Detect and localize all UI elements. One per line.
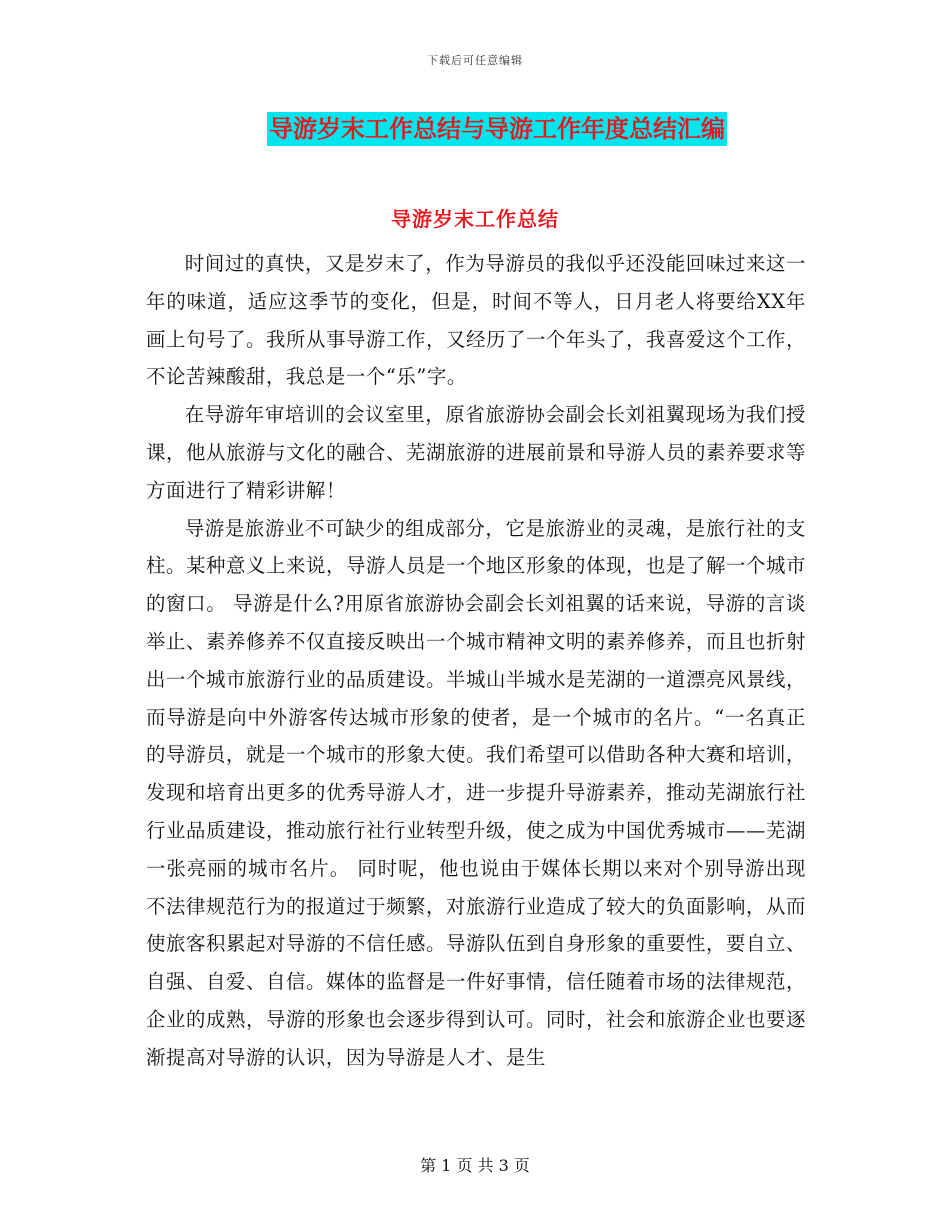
paragraph-2: 在导游年审培训的会议室里，原省旅游协会副会长刘祖翼现场为我们授课，他从旅游与文化的融合、芜湖旅游的进展前景和导游人员的素养要求等方面进行了精彩讲解！ (146, 403, 806, 502)
main-title-container (0, 112, 950, 146)
document-body (146, 245, 806, 1077)
header-note: 下载后可任意编辑 (427, 54, 523, 67)
main-title: 导游岁末工作总结与导游工作年度总结汇编 (267, 112, 727, 146)
section-title: 导游岁末工作总结 (391, 207, 559, 231)
paragraph-3: 导游是旅游业不可缺少的组成部分，它是旅游业的灵魂，是旅行社的支柱。某种意义上来说，导游人员是一个地区形象的体现，也是了解一个城市的窗口。 导游是什么?用原省旅游协会副会长刘祖翼的话来说，导游的言谈举止、素养修养不仅直接反映出一个城市精神文明的素养修养，而且也折射出一个城市旅游行业的品质建设。半城山半城水是芜湖的一道漂亮风景线，而导游是向中外游客传达城市形象的使者，是一个城市的名片。“一名真正的导游员，就是一个城市的形象大使。我们希望可以借助各种大赛和培训，发现和培育出更多的优秀导游人才，进一步提升导游素养，推动芜湖旅行社行业品质建设，推动旅行社行业转型升级，使之成为中国优秀城市——芜湖一张亮丽的城市名片。 同时呢，他也说由于媒体长期以来对个别导游出现不法律规范行为的报道过于频繁，对旅游行业造成了较大的负面影响，从而使旅客积累起对导游的不信任感。导游队伍到自身形象的重要性，要自立、自强、自爱、自信。媒体的监督是一件好事情，信任随着市场的法律规范，企业的成熟，导游的形象也会逐步得到认可。同时，社会和旅游企业也要逐渐提高对导游的认识，因为导游是人才、是生 (146, 516, 806, 1069)
page-number-footer: 第 1 页 共 3 页 (420, 1156, 530, 1175)
paragraph-1: 时间过的真快，又是岁末了，作为导游员的我似乎还没能回味过来这一年的味道，适应这季节的变化，但是，时间不等人，日月老人将要给XX年画上句号了。我所从事导游工作，又经历了一个年头了，我喜爱这个工作，不论苦辣酸甜，我总是一个“乐”字。 (146, 252, 806, 389)
